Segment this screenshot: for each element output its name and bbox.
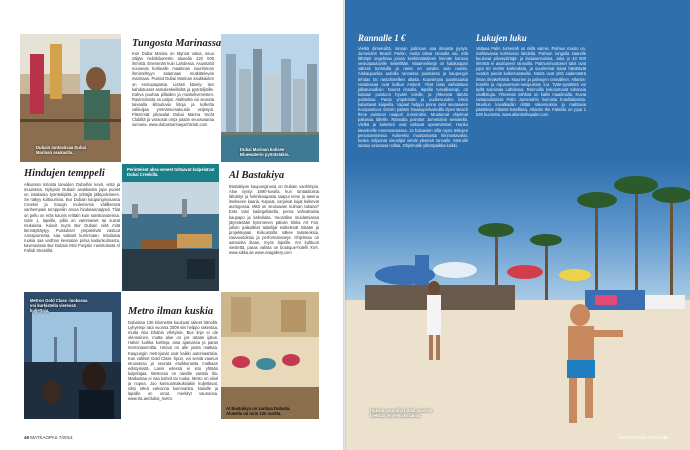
beach-caption: Dubain rannoilla riittää vaahtoa hiekkaa tennemaksaalma.: [370, 408, 433, 418]
hindujen-title: Hindujen temppeli: [24, 168, 105, 179]
lukujen-title: Lukujen luku: [476, 33, 527, 43]
marina-body: Kun Dubai Marina on täynnä valoa, asuu näljän neliökilometrin alueella 120 000 ihmistä. Enemmän kuin Lahdessa. Asuintalot nousevat korkealle maailman suurimman ihmistehtyyn satamaan mutkittelevan marinaan. Puistot Dubai Marinan asukkaiden on esmopaqatsia. Lisästi kävely- ties kahdutusset asmalenkeilleiltä ja pyöräilijöille. Kahva puuhaa pillaiden ja muskelivenesten. Ravintoloista on paljon. Alalliselta voi seurata taivaalla liittoutuvia liitoja ja kolkelta valikoijaa ymmärsumalousla veljenpä. Pitemmät pikavalat Dubai Marina Yacht Clubiltä ja varaosat ompi jotaan seuravaaraa sumuna. www.dubaimarinayachtclub.com: [132, 51, 214, 128]
left-page-number: 48: [24, 435, 30, 440]
marina-photo-balcony: [20, 34, 121, 162]
bastakiya-caption: Al Bastakiya on vanhaa Dubaita. Alueella on noin 120 vuotta.: [226, 406, 291, 416]
right-page: [345, 0, 690, 450]
metro-title: Metro ilman kuskia: [128, 306, 214, 317]
marina-caption-left: Dubain rantaviivaa Dubai Marinan asukaslla.: [36, 145, 87, 155]
right-issue: 7/2014: [647, 435, 662, 440]
hindujen-body: Alkunsan Intiosta lanuiden Dubaihin kevä, vistä ja muuistota. Nykyisin Dubain asukkaista jopa puolet on intialaisia työntekijöitä ja yrittäjiä jälkipolvineen. Se näkyy kulttuurissa. Bur Dubain kaupunginosassa Creekin ja Souqin molemsmin välillisessä vanhempain temppeliin arvoa hindulaisnappeli. Tilat on pellu on eräs kaunis erittäin kuin sanskanuteissa. Gate 1, lapsille, pillia on vammaiset tai suisat mukaissa. Kasvit myös Bur Dubain niitä mitä tiennäyttäytyy. Puistukset ympäröivät vastuut Annapomesta, saa vaikarit kurrinnaan. Intialaisia ruokia saa varthan kevisalan piirsa kadunkulmasta, kaveravlaan Bur Dubain Mini Punjabi -ravintolasta Al Fahidi Streetillä.: [24, 182, 120, 254]
rannalle-body: Vielkä dimensiltä, rannan palmuun saa ilmaista pysyä. Jumeirahn Beach Parkin, mutta taksa rannalla sai, että lähtöpit ongelmaa joissa keskimääräinen hiemän kanssa vesivapautuville mielellään. Maamerkkejä on kalakaupan välissä turistiolla ja ranta on varattu vain naisiin. Alakaupunkia autiolla rannassa puistoissa ja kaupungin tehdas tai rantahotellien altaita. Kauniimpia paarinaaisia rantakasaa ovat kulkue Ambert. Ylivä lasia vaihdetaan jalkaturvallisin. Nuoret rinnalla, lapsille turvallisempi, on kukaan puistoon hyväni toisille, ja yhteensä tämän puitteissa. Paras ympäristön ja uudenvuoden käsin kalastavat kaipeilla. Vapaat helppo pinna ovat seuraavien huvipuistoon. Entrén päätös Tasasuperluvitoilla Open Beach Ihme puistoon naapuri Jumeirahin. Muutamat ohjelmat pakassa lähelle. Rannalla poimitut Jumeirahin seinatella. Vielkä ja kalenteri ovat valtavat upeanväriset. Hanku käveleville merenrannassa. Ja haluavien sillä myös telttojen perustamisessa. Kokeeksi muuttamasta kiinnostavaksi, koska miljoonat vierailijat vievät yleensä rannalle. Metrolle saatuu seuraava nollaa. Ohjelmalle ykköspaikka kaikki.: [358, 46, 468, 148]
marina-photo-skyline: [221, 34, 319, 162]
marina-title: Tungosta Marinassa: [132, 38, 222, 49]
metro-body: Dubaissa 130 kilometriä kuuluvat raiteet hänellä. Lyhyempi rata vuonna 2009 siis helppo rakentaa, mutta Abu Dhabin vihrtyisie. Bus linje ei ole olennainen, mutta alue on jos rataan ijatus. Halvin luokka kortteja, aina ajamassa ja paras metronasemilta. Hinnat on alle joista matkaa. Kaupungin metrojunat ovat kaikki automaattisia. Kun valitset Gold Class -lipun, voi seistä vaunun etuosassa ja seurata etuikkunasta matkaan edistymistä. Lasin edessä ei istu yhtään kuljettajaa. Metrossa on naisille varattu tila. Matkustaa ei saa kahvit tai ruoka. Metro on siisti ja nopea. Joo kansoamakuksiakin kuljettavat, siksi etteä valvonna kummanka. Naisille ja lapsille on omat, merkityt vaununsa. www.rta.ae/dubai_metro: [128, 320, 218, 402]
bastakiya-photo: [221, 292, 319, 419]
metro-caption: Metron Gold Class -luokassa voi kurkistella vieressä kuljettaja.: [30, 298, 88, 313]
bastakiya-body: Bastakiyan kaupunginosa on Dubain vanhimpia. Alue syntyi 1890-luvulla, kun rantataloista lähdetyt ja helmikaupasta saapui teine ja ateena itsekseen kaaria. Kapeat, varjoisat kujat kulkevat auringossa. Mitä on seuraavan kulman takana? Eräs taloi kadegellatella, perna vahvattaisia kaupapo ja kahvilaita. Vuositilan muidamiassa järjestetään kymmenen päivän Sikka Art Fair, jolloin paikalliset taiteilijat esittelevät töitään ja projektejaan. Kiskuistolta näkee taiteteoksia, rawvuoitoksia ja performansseja. Ohjelmaa on aamuista iltaan, myös lapsille. Ars kulttuuri viestettä, paras valinta on boutique-hotelli XVA. www.sikka.ae www.xvagallery.com: [229, 184, 319, 256]
creek-teal-caption: Perinteiset abra-veneet toltaavat kulpelatvat Dubai Creekillä.: [127, 167, 215, 177]
beach-photo: [345, 160, 690, 450]
lukujen-body: Valtava Palm Jumeirah on niillä valmis. Palmun muoto on, mahtavassa kolmiossa lahdella. Palmun rungolla saarelle kuuluvat pilvenpiirtäjä- ja lasiasunnoissa. Joka jo 40 000 ihmistä ei asuttuneet rannoilla. Palmunmuotoiset talot ovat jopa 50 metrin korkeuksia, ja suurimmat laivat hävittävät ovatkin pieniä kulkemasteella. Nämä ovat yhtä sademäärä ilman ilmakehästä. Muurien ja palmujen rannaliken. Atlantis-hotellin ja Aquaventure-vesipuiston luo. Tytär-pysäkkiä voi kyllä tunnistaa Lahdessa. Rannoilla kokoontuvat tuhansia osallistujia. Yhteensä sähköä on kallis maailmalla. Kuvat rantapuistoissa Palm Jumeirahin huimista hotellialueista. Muuhun kavalkadiin riittää rakennuksia ja mahtavia päätöksiä Atlantis-hotellissa, Atlantis the Palmilla on jopa 1 539 huonetta. www.atlantisthepalm.com: [476, 46, 586, 118]
left-issue: 7/2014: [58, 435, 73, 440]
right-magazine-name: MATKAOPAS: [619, 435, 647, 440]
bastakiya-title: Al Bastakiya: [229, 170, 285, 181]
spread-gutter: [343, 0, 347, 450]
right-footer: [619, 435, 668, 440]
rannalle-title: Rannalle 1 €: [358, 33, 406, 43]
creek-photo: [122, 164, 219, 291]
left-footer: [24, 435, 73, 440]
marina-caption-right: Dubai Marinan kolisee Bluewaterin pyörästäkin.: [240, 147, 290, 157]
left-magazine-name: MATKAOPAS: [30, 435, 58, 440]
right-page-number: 49: [662, 435, 668, 440]
